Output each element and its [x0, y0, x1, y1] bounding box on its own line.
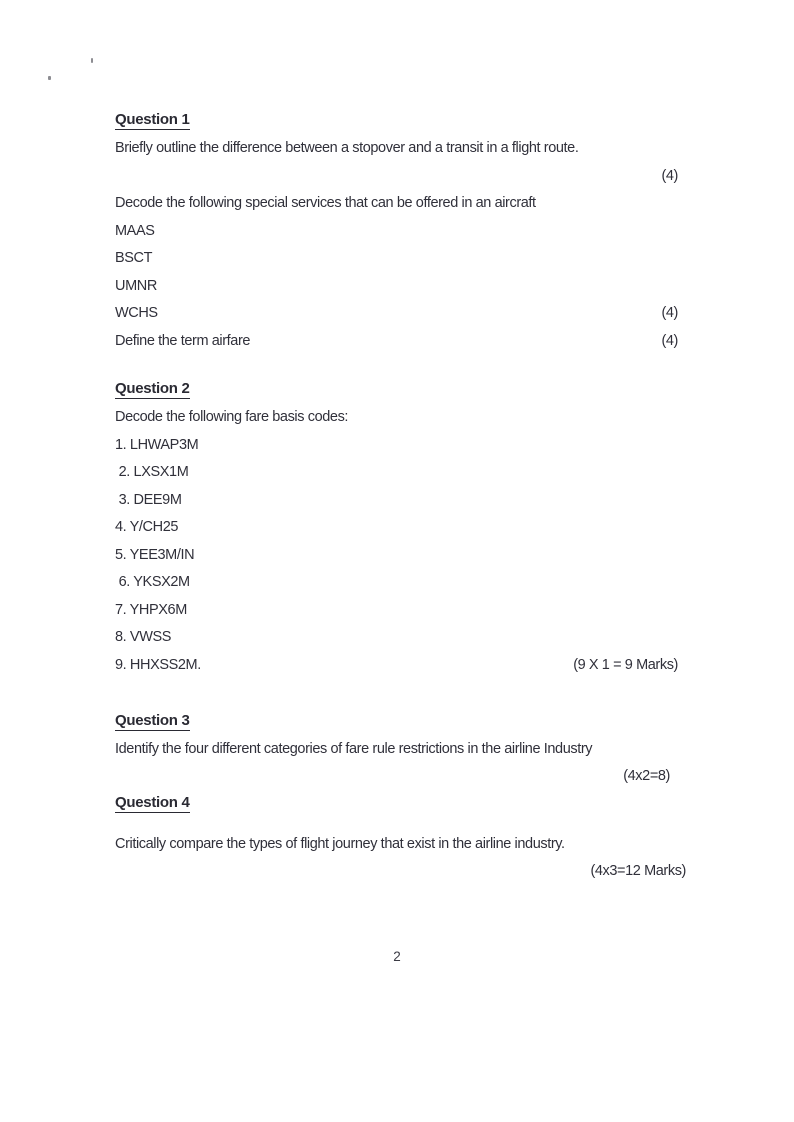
question-text: Critically compare the types of flight journey that exist in the airline industry.: [115, 835, 565, 852]
question-text: Define the term airfare: [115, 332, 251, 349]
fare-basis-code: 2. LXSX1M: [115, 464, 189, 481]
question-3-section: [115, 707, 678, 790]
fare-basis-code-line: [115, 624, 678, 652]
question-heading-line: [115, 707, 678, 735]
question-text: Decode the following fare basis codes:: [115, 409, 349, 426]
fare-basis-code: 8. VWSS: [115, 629, 172, 646]
question-2-heading: Question 2: [115, 380, 190, 398]
fare-basis-code-line: [115, 596, 678, 624]
page-number: 2: [393, 949, 401, 964]
service-code-line: [115, 217, 678, 245]
marks-line: [115, 857, 686, 885]
question-text: Briefly outline the difference between a stopover and a transit in a flight route.: [115, 140, 579, 157]
service-code: BSCT: [115, 250, 153, 267]
question-heading-line: [115, 107, 678, 135]
fare-basis-code-line: [115, 431, 678, 459]
service-code: MAAS: [115, 222, 155, 239]
marks-line: [115, 162, 678, 190]
fare-basis-code: 3. DEE9M: [115, 491, 182, 508]
question-line: [115, 404, 678, 432]
service-code-line: [115, 272, 678, 300]
scan-speck: [91, 58, 93, 63]
service-code: WCHS: [115, 305, 158, 322]
marks-label: (4): [661, 167, 678, 184]
service-code: UMNR: [115, 277, 157, 294]
document-content: [115, 107, 686, 885]
fare-basis-code: 7. YHPX6M: [115, 601, 187, 618]
question-4-heading: Question 4: [115, 794, 190, 811]
scan-speck: [48, 76, 51, 80]
question-3-heading: Question 3: [115, 711, 190, 729]
question-heading-line: [115, 790, 678, 818]
question-line: [115, 830, 678, 858]
question-text: Decode the following special services that can be offered in an aircraft: [115, 195, 536, 212]
fare-basis-code: 1. LHWAP3M: [115, 436, 199, 453]
question-line: [115, 135, 678, 163]
question-line: [115, 190, 678, 218]
question-text: Identify the four different categories of fare rule restrictions in the airline Industry: [115, 740, 593, 757]
fare-basis-code-line: [115, 541, 678, 569]
question-2-section: [115, 376, 678, 679]
question-heading-line: [115, 376, 678, 404]
marks-label: (4x2=8): [623, 768, 670, 784]
question-1-section: [115, 107, 678, 355]
fare-basis-code-line: [115, 651, 678, 679]
fare-basis-code-line: [115, 569, 678, 597]
service-code-line: [115, 245, 678, 273]
fare-basis-code-line: [115, 459, 678, 487]
marks-label: (9 X 1 = 9 Marks): [573, 656, 678, 673]
fare-basis-code-line: [115, 486, 678, 514]
fare-basis-code: 5. YEE3M/IN: [115, 546, 195, 563]
question-4-section: [115, 790, 686, 885]
fare-basis-code-line: [115, 514, 678, 542]
fare-basis-code: 4. Y/CH25: [115, 519, 179, 536]
marks-label: (4): [661, 332, 678, 349]
marks-line: [115, 762, 678, 790]
marks-label: (4): [661, 305, 678, 322]
marks-label: (4x3=12 Marks): [590, 863, 686, 879]
fare-basis-code: 6. YKSX2M: [115, 574, 190, 591]
fare-basis-code: 9. HHXSS2M.: [115, 656, 201, 673]
question-1-heading: Question 1: [115, 111, 190, 129]
question-line: [115, 327, 678, 355]
service-code-line: [115, 300, 678, 328]
question-line: [115, 735, 678, 763]
